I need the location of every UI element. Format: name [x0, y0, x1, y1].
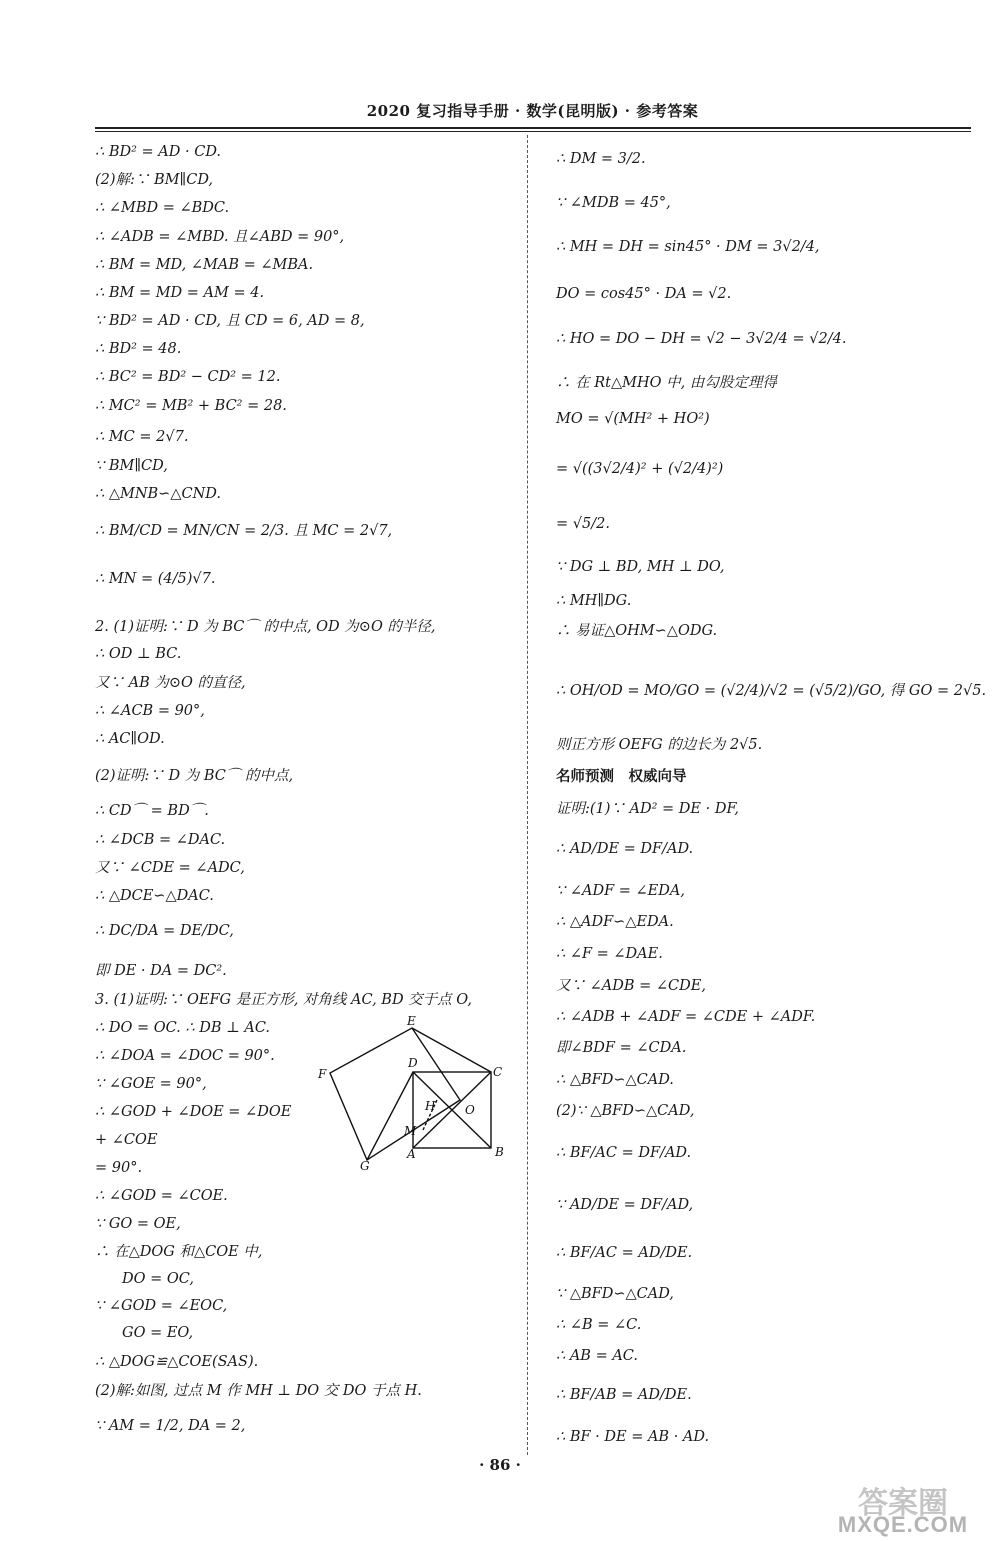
left-line: 2. (1)证明:∵ D 为 BC⌒ 的中点, OD 为⊙O 的半径, [95, 619, 436, 635]
right-line: ∴ BF/AB = AD/DE. [556, 1387, 692, 1403]
left-line: ∴ ∠GOD = ∠COE. [95, 1188, 228, 1204]
right-line: ∴ MH = DH = sin45° · DM = 3√2/4, [556, 239, 820, 255]
right-line: (2)∵ △BFD∽△CAD, [556, 1103, 695, 1119]
watermark-site: MXQE.COM [837, 1512, 969, 1537]
right-line: ∵ ∠ADF = ∠EDA, [556, 883, 685, 899]
left-line: ∵ BD² = AD · CD, 且 CD = 6, AD = 8, [95, 313, 365, 329]
right-line: ∵ AD/DE = DF/AD, [556, 1197, 694, 1213]
label-o: O [465, 1103, 475, 1117]
left-line: ∴ 在△DOG 和△COE 中, [95, 1244, 263, 1260]
left-line: 即 DE · DA = DC². [95, 963, 227, 979]
label-f: F [318, 1067, 327, 1081]
right-line: ∵ DG ⊥ BD, MH ⊥ DO, [556, 559, 725, 575]
segment-ec [412, 1028, 491, 1072]
right-line: = √5/2. [556, 516, 610, 532]
left-line: ∴ CD⌒ = BD⌒. [95, 803, 209, 819]
header-rule-thin [95, 131, 971, 132]
left-line: ∴ BD² = 48. [95, 341, 182, 357]
right-line: ∴ BF/AC = DF/AD. [556, 1145, 692, 1161]
geometry-figure [315, 1010, 515, 1170]
left-line: ∴ AC∥OD. [95, 731, 165, 747]
left-line: ∴ MN = (4/5)√7. [95, 571, 216, 587]
left-line: ∴ ∠ACB = 90°, [95, 703, 205, 719]
left-line: ∴ BM = MD, ∠MAB = ∠MBA. [95, 257, 314, 273]
left-line: ∴ DO = OC. ∴ DB ⊥ AC. [95, 1020, 271, 1036]
left-line: ∴ ∠DOA = ∠DOC = 90°. [95, 1048, 275, 1064]
label-g: G [360, 1159, 370, 1170]
column-divider [527, 135, 528, 1455]
left-line: ∴ ∠GOD + ∠DOE = ∠DOE [95, 1104, 292, 1120]
left-line: ∵ BM∥CD, [95, 458, 168, 474]
right-line: ∴ OH/OD = MO/GO = (√2/4)/√2 = (√5/2)/GO, 得 GO = 2√5. [556, 683, 987, 699]
left-line: ∴ MC = 2√7. [95, 429, 189, 445]
left-line: ∴ △DCE∽△DAC. [95, 888, 214, 904]
right-line: ∴ MH∥DG. [556, 593, 632, 609]
right-line: ∴ BF/AC = AD/DE. [556, 1245, 693, 1261]
right-line: MO = √(MH² + HO²) [556, 411, 710, 427]
right-line: ∴ BF · DE = AB · AD. [556, 1429, 710, 1445]
left-line: ∴ ∠DCB = ∠DAC. [95, 832, 226, 848]
left-line: = 90°. [95, 1160, 143, 1176]
left-line: ∴ OD ⊥ BC. [95, 646, 182, 662]
right-line: DO = cos45° · DA = √2. [556, 286, 732, 302]
left-line: ∴ BC² = BD² − CD² = 12. [95, 369, 281, 385]
left-line: ∴ BM/CD = MN/CN = 2/3. 且 MC = 2√7, [95, 523, 393, 539]
right-line: ∴ AD/DE = DF/AD. [556, 841, 694, 857]
square-oefg [330, 1028, 460, 1160]
left-line: ∴ △DOG≌△COE(SAS). [95, 1354, 259, 1370]
left-line: (2)证明:∵ D 为 BC⌒ 的中点, [95, 768, 294, 784]
left-line: 3. (1)证明:∵ OEFG 是正方形, 对角线 AC, BD 交于点 O, [95, 992, 472, 1008]
right-line: ∴ 易证△OHM∽△ODG. [556, 623, 718, 639]
label-e: E [407, 1014, 416, 1028]
right-line: ∴ ∠ADB + ∠ADF = ∠CDE + ∠ADF. [556, 1009, 816, 1025]
label-b: B [495, 1145, 504, 1159]
left-line: ∴ ∠MBD = ∠BDC. [95, 200, 230, 216]
left-line: ∵ AM = 1/2, DA = 2, [95, 1418, 246, 1434]
left-line: DO = OC, [122, 1271, 194, 1287]
right-line: 则正方形 OEFG 的边长为 2√5. [556, 737, 763, 753]
left-line: ∴ BM = MD = AM = 4. [95, 285, 265, 301]
right-line: ∴ 在 Rt△MHO 中, 由勾股定理得 [556, 375, 777, 391]
right-line: ∵ ∠MDB = 45°, [556, 195, 671, 211]
label-m: M [404, 1124, 417, 1138]
left-line: 又∵ AB 为⊙O 的直径, [95, 675, 246, 691]
watermark-logo: 答案圈 [858, 1486, 948, 1521]
right-line: 又∵ ∠ADB = ∠CDE, [556, 978, 706, 994]
right-line: ∴ △ADF∽△EDA. [556, 914, 674, 930]
left-line: 又∵ ∠CDE = ∠ADC, [95, 860, 245, 876]
left-line: ∴ MC² = MB² + BC² = 28. [95, 398, 287, 414]
section-heading: 名师预测 权威向导 [556, 768, 687, 785]
left-line: ∴ DC/DA = DE/DC, [95, 923, 234, 939]
left-line: GO = EO, [122, 1325, 194, 1341]
page-header: 2020 复习指导手册 · 数学(昆明版) · 参考答案 [366, 102, 699, 120]
right-line: ∴ AB = AC. [556, 1348, 638, 1364]
right-line: = √((3√2/4)² + (√2/4)²) [556, 461, 724, 477]
page-number: · 86 · [479, 1456, 521, 1474]
left-line: (2)解:∵ BM∥CD, [95, 172, 214, 188]
left-line: + ∠COE [95, 1132, 158, 1148]
label-c: C [493, 1065, 503, 1079]
right-line: ∴ ∠F = ∠DAE. [556, 946, 663, 962]
left-line: ∵ GO = OE, [95, 1216, 181, 1232]
right-line: ∴ DM = 3/2. [556, 151, 646, 167]
label-a: A [407, 1147, 416, 1161]
left-line: ∵ ∠GOE = 90°, [95, 1076, 207, 1092]
right-line: 即∠BDF = ∠CDA. [556, 1040, 687, 1056]
left-line: ∴ △MNB∽△CND. [95, 486, 221, 502]
left-line: ∵ ∠GOD = ∠EOC, [95, 1298, 228, 1314]
watermark [828, 1478, 978, 1538]
right-line: ∵ △BFD∽△CAD, [556, 1286, 674, 1302]
label-d: D [408, 1056, 418, 1070]
label-h: H [425, 1099, 436, 1113]
left-line: ∴ BD² = AD · CD. [95, 144, 222, 160]
left-line: ∴ ∠ADB = ∠MBD. 且∠ABD = 90°, [95, 229, 345, 245]
right-line: ∴ HO = DO − DH = √2 − 3√2/4 = √2/4. [556, 331, 847, 347]
right-line: ∴ ∠B = ∠C. [556, 1317, 642, 1333]
left-line: (2)解:如图, 过点 M 作 MH ⊥ DO 交 DO 于点 H. [95, 1383, 422, 1399]
right-line: ∴ △BFD∽△CAD. [556, 1072, 674, 1088]
right-line: 证明:(1)∵ AD² = DE · DF, [556, 801, 739, 817]
header-rule-thick [95, 127, 971, 129]
